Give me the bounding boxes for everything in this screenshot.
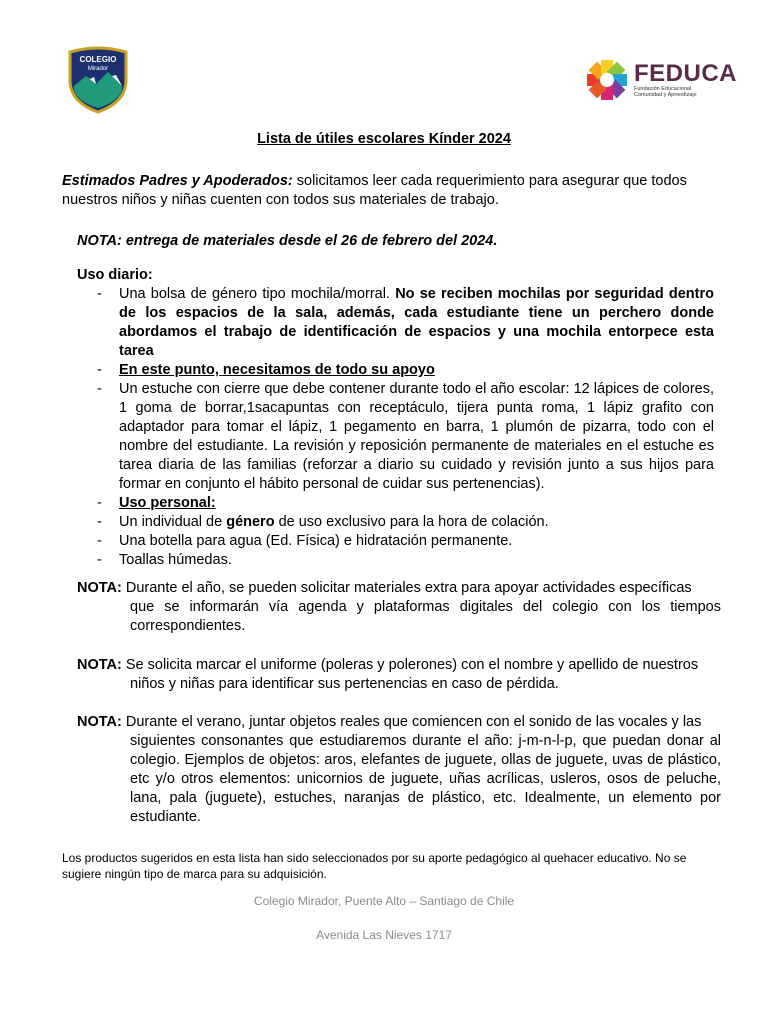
school-logo [66,46,130,114]
feduca-logo [582,54,737,106]
intro-lead: Estimados Padres y Apoderados: [62,173,293,189]
list-item: - Un individual de género de uso exclusivo para la hora de colación. [97,514,549,530]
footer-street: Avenida Las Nieves 1717 [316,928,452,942]
list-item: - Uso personal: [97,495,216,511]
uso-diario-heading: Uso diario: [77,267,153,283]
nota-paragraph: NOTA: Se solicita marcar el uniforme (poleras y polerones) con el nombre y apellido de nuestros niños y niñas para identificar sus pertenencias en caso de pérdida. [77,657,699,692]
intro-paragraph [62,172,722,210]
nota-paragraph: NOTA: Durante el año, se pueden solicitar materiales extra para apoyar actividades específicas que se informarán vía agenda y plataformas digitales del colegio con los tiempos correspondientes. [77,580,721,634]
feduca-name: FEDUCA [634,60,737,87]
disclaimer: Los productos sugeridos en esta lista han sido seleccionados por su aporte pedagógico al quehacer educativo. No se sugiere ningún tipo de marca para su adquisición. [62,851,687,881]
nota-paragraph: NOTA: Durante el verano, juntar objetos reales que comiencen con el sonido de las vocales y las siguientes consonantes que estudiaremos durante el año: j-m-n-l-p, que puedan donar al colegio. Ejemplos de objetos: aros, elefantes de juguete, ollas de juguete, uvas de plástico, etc y/o otros elementos: unicornios de juguete, uñas acrílicas, usleros, osos de peluche, lana, pala (juguete), estuches, naranjas de plástico, etc. Idealmente, un elemento por estudiante. [77,714,721,825]
nota-entrega: NOTA: entrega de materiales desde el 26 de febrero del 2024. [77,233,498,249]
document-title: Lista de útiles escolares Kínder 2024 [257,131,511,147]
uso-diario-list [77,285,714,570]
footer-address: Colegio Mirador, Puente Alto – Santiago de Chile [253,894,515,908]
feduca-subtitle: Fundación Educacional Comunidad y Aprendizaje [634,86,697,98]
intro-text: solicitamos leer cada requerimiento para asegurar que todos nuestros niños y niñas cuenten con todos sus materiales de trabajo. [62,173,687,208]
list-item: - Una botella para agua (Ed. Física) e hidratación permanente. [97,533,513,549]
school-logo-text-bottom: Mirador [87,66,109,72]
list-item: - Una bolsa de género tipo mochila/morral. No se reciben mochilas por seguridad dentro de los espacios de la sala, además, cada estudiante tiene un perchero donde abordamos el trabajo de identificación de espacios y una mochila entorpece esta tarea [97,286,714,359]
school-logo-text-top: COLEGIO [79,55,117,64]
list-item: - Toallas húmedas. [97,552,232,568]
list-item: - Un estuche con cierre que debe contener durante todo el año escolar: 12 lápices de colores, 1 goma de borrar,1sacapuntas con receptáculo, tijera punta roma, 1 lápiz grafito con adaptador para tomar el lápiz, 1 pegamento en barra, 1 plumón de pizarra, todo con el nombre del estudiante. La revisión y reposición permanente de materiales en el estuche es tarea diaria de las familias (reforzar a diario su cuidado y revisión junto a sus hijos para formar en conjunto el hábito personal de cuidar sus pertenencias). [97,381,714,492]
list-item: - En este punto, necesitamos de todo su apoyo [97,362,435,378]
